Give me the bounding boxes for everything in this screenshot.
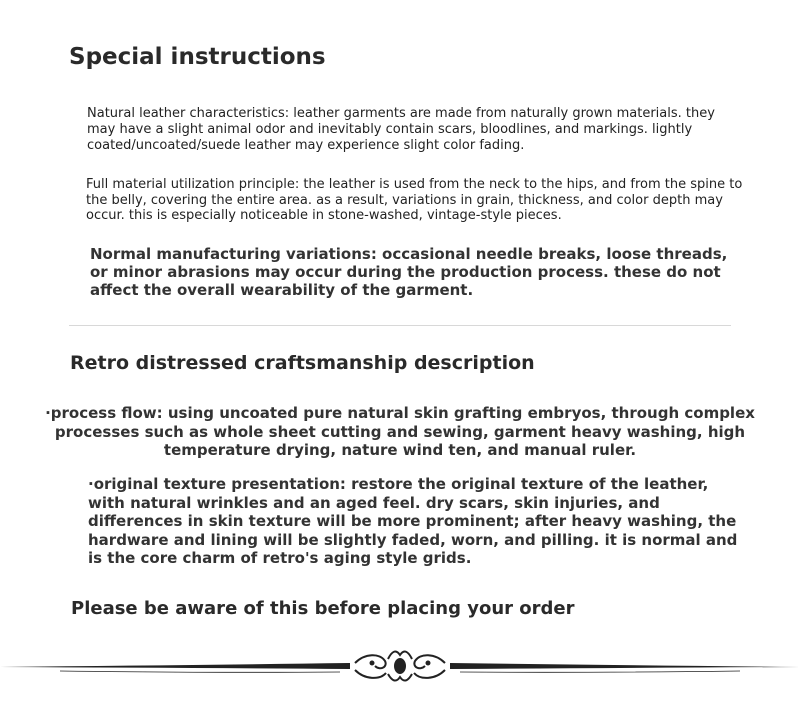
manufacturing-variations-text: Normal manufacturing variations: occasional needle breaks, loose threads, or minor abrasions may occur during the production process. these do not affect the overall wearability of the garment. <box>90 245 728 299</box>
flourish-divider-icon <box>0 643 800 693</box>
craftsmanship-heading: Retro distressed craftsmanship description <box>70 352 535 374</box>
texture-presentation-text: ·original texture presentation: restore the original texture of the leather, with natural wrinkles and an aged feel. dry scars, skin injuries, and differences in skin texture will be more prominent; after heavy washing, the hardware and lining will be slightly faded, worn, and pilling. it is normal and is the core charm of retro's aging style grids. <box>88 475 738 567</box>
section-divider <box>69 325 731 326</box>
order-notice-heading: Please be aware of this before placing your order <box>71 598 575 619</box>
special-instructions-heading: Special instructions <box>69 44 326 70</box>
process-flow-text: ·process flow: using uncoated pure natural skin grafting embryos, through complex processes such as whole sheet cutting and sewing, garment heavy washing, high temperature drying, nature wind ten, and manual ruler. <box>45 404 755 459</box>
material-utilization-text: Full material utilization principle: the leather is used from the neck to the hips, and from the spine to the belly, covering the entire area. as a result, variations in grain, thickness, and color depth may occur. this is especially noticeable in stone-washed, vintage-style pieces. <box>86 177 743 223</box>
leather-characteristics-text: Natural leather characteristics: leather garments are made from naturally grown materials. they may have a slight animal odor and inevitably contain scars, bloodlines, and markings. lightly coated/uncoated/suede leather may experience slight color fading. <box>87 106 715 153</box>
